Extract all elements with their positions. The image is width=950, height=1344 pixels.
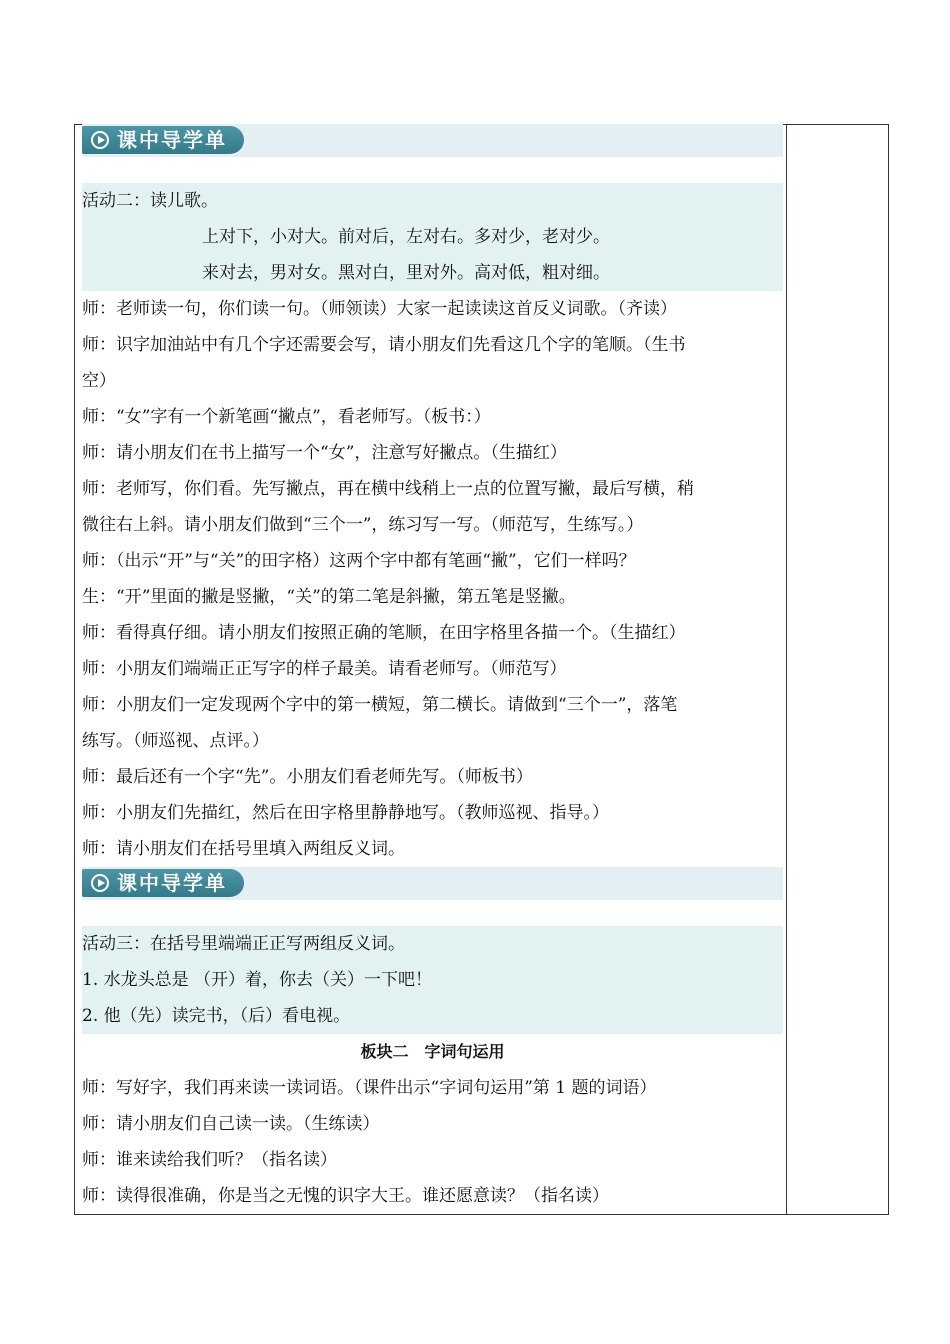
dialogue-line: 空） <box>82 371 116 391</box>
activity3-title: 活动三：在括号里端端正正写两组反义词。 <box>82 934 405 954</box>
dialogue-line: 师：小朋友们端端正正写字的样子最美。请看老师写。（师范写） <box>82 659 567 679</box>
dialogue-line: 师：请小朋友们在书上描写一个“女”，注意写好撇点。（生描红） <box>82 443 567 463</box>
dialogue-line: 师：请小朋友们自己读一读。（生练读） <box>82 1114 380 1134</box>
dialogue-line: 师：看得真仔细。请小朋友们按照正确的笔顺，在田字格里各描一个。（生描红） <box>82 623 686 643</box>
activity3-box <box>82 926 783 1034</box>
dialogue-line: 师：（出示“开”与“关”的田字格）这两个字中都有笔画“撇”，它们一样吗？ <box>82 551 636 571</box>
dialogue-block-1 <box>82 291 783 867</box>
poem-line: 来对去，男对女。黑对白，里对外。高对低，粗对细。 <box>202 263 610 283</box>
dialogue-line: 师：谁来读给我们听？（指名读） <box>82 1150 337 1170</box>
dialogue-block-2 <box>82 1070 783 1214</box>
dialogue-line: 微往右上斜。请小朋友们做到“三个一”，练习写一写。（师范写，生练写。） <box>82 515 644 535</box>
dialogue-line: 师：最后还有一个字“先”。小朋友们看老师先写。（师板书） <box>82 767 533 787</box>
activity3-item: 1. 水龙头总是 （开）着，你去（关）一下吧！ <box>82 970 433 990</box>
dialogue-line: 师：老师写，你们看。先写撇点，再在横中线稍上一点的位置写撇，最后写横，稍 <box>82 479 694 499</box>
banner-text: 课中导学单 <box>117 871 227 895</box>
banner-text: 课中导学单 <box>117 128 227 152</box>
lesson-content <box>82 124 783 1214</box>
play-icon <box>91 874 109 892</box>
activity2-title: 活动二：读儿歌。 <box>82 191 218 211</box>
dialogue-line: 师：读得很准确，你是当之无愧的识字大王。谁还愿意读？（指名读） <box>82 1186 609 1206</box>
activity3-item: 2. 他（先）读完书，（后）看电视。 <box>82 1006 351 1026</box>
banner-guide-sheet-2 <box>82 867 783 900</box>
banner-pill <box>82 126 244 154</box>
banner-guide-sheet-1 <box>82 124 783 157</box>
dialogue-line: 师：“女”字有一个新笔画“撇点”，看老师写。（板书：） <box>82 407 491 427</box>
dialogue-line: 师：小朋友们一定发现两个字中的第一横短，第二横长。请做到“三个一”，落笔 <box>82 695 678 715</box>
dialogue-line: 师：老师读一句，你们读一句。（师领读）大家一起读读这首反义词歌。（齐读） <box>82 299 677 319</box>
dialogue-line: 师：识字加油站中有几个字还需要会写，请小朋友们先看这几个字的笔顺。（生书 <box>82 335 686 355</box>
dialogue-line: 生：“开”里面的撇是竖撇，“关”的第二笔是斜撇，第五笔是竖撇。 <box>82 587 576 607</box>
activity2-box <box>82 183 783 291</box>
column-divider <box>786 124 787 1215</box>
dialogue-line: 师：请小朋友们在括号里填入两组反义词。 <box>82 839 405 859</box>
poem-line: 上对下，小对大。前对后，左对右。多对少，老对少。 <box>202 227 610 247</box>
banner-pill <box>82 869 244 897</box>
dialogue-line: 练写。（师巡视、点评。） <box>82 731 269 751</box>
section-title: 板块二 字词句运用 <box>360 1042 505 1061</box>
dialogue-line: 师：写好字，我们再来读一读词语。（课件出示“字词句运用”第 1 题的词语） <box>82 1078 657 1098</box>
play-icon <box>91 131 109 149</box>
dialogue-line: 师：小朋友们先描红，然后在田字格里静静地写。（教师巡视、指导。） <box>82 803 609 823</box>
